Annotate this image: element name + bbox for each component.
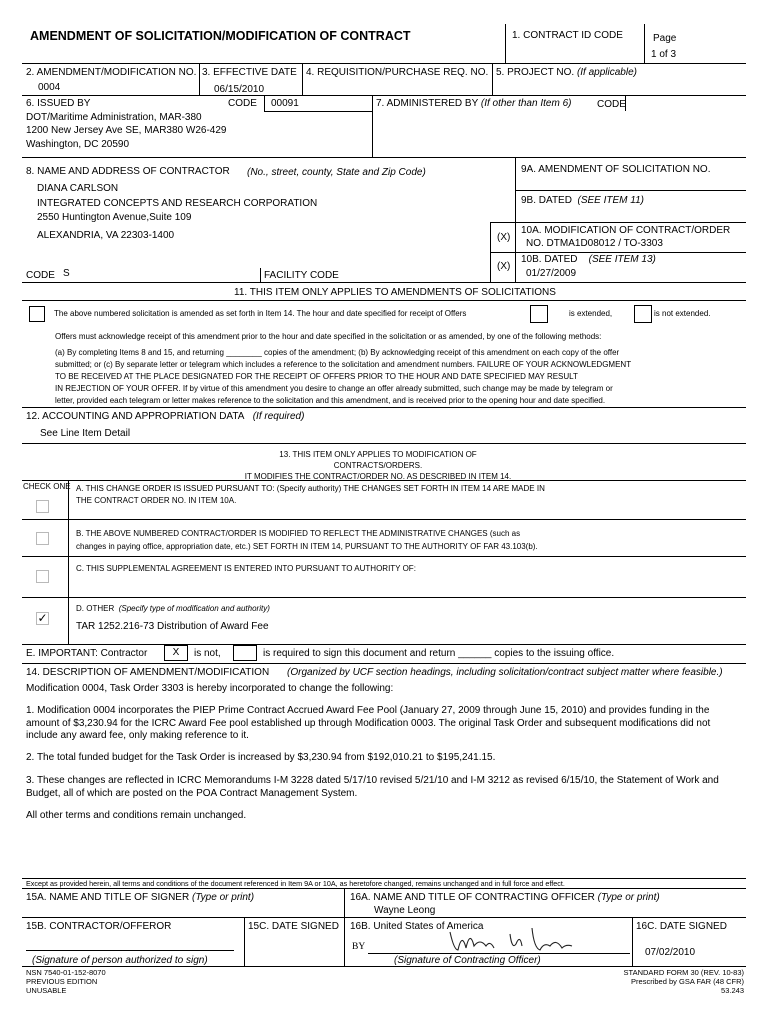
amendment-no-label: 2. AMENDMENT/MODIFICATION NO. [26,67,197,78]
item-16b-label: 16B. United States of America [350,921,484,932]
administered-by-label: 7. ADMINISTERED BY (If other than Item 6) [376,98,572,109]
item-13a-line-2: THE CONTRACT ORDER NO. IN ITEM 10A. [76,496,237,505]
item-14-paragraph-4: All other terms and conditions remain unchanged. [26,810,247,821]
item-14-label: 14. DESCRIPTION OF AMENDMENT/MODIFICATION [26,667,270,678]
item-13-heading-3: IT MODIFIES THE CONTRACT/ORDER NO. AS DESCRIBED IN ITEM 14. [244,472,512,481]
contractor-code-value: S [63,268,70,279]
signature-15-caption: (Signature of person authorized to sign) [32,955,208,966]
item-11-para-5: letter, provided each telegram or letter makes reference to the solicitation and this amendment, and is received prior to the opening hour and date specified. [55,396,606,405]
item-10a-value: NO. DTMA1D08012 / TO-3303 [526,238,663,249]
is-extended-checkbox[interactable] [530,305,548,323]
project-no-label: 5. PROJECT NO. (If applicable) [496,67,637,78]
item-10b-value: 01/27/2009 [526,268,577,279]
item-13a-checkbox[interactable] [36,500,49,513]
contractor-line-3: 2550 Huntington Avenue,Suite 109 [37,212,192,223]
solicitation-amended-checkbox[interactable] [29,306,45,322]
contracting-officer-signature [440,920,580,960]
is-extended-label: is extended, [569,309,613,318]
item-13d-value: TAR 1252.216-73 Distribution of Award Fee [76,621,269,632]
item-11-para-2: submitted; or (c) By separate letter or telegram which includes a reference to the solicitation and amendment numbers. FAILURE OF YOUR ACKNOWLEDGMENT [55,360,632,369]
item-16c-label: 16C. DATE SIGNED [636,921,727,932]
contractor-line-2: INTEGRATED CONCEPTS AND RESEARCH CORPORATION [37,198,318,209]
item-13b-checkbox[interactable] [36,532,49,545]
item-13d-label: D. OTHER (Specify type of modification and authority) [76,604,270,613]
admin-code-label: CODE [597,99,626,110]
is-required-label: is required to sign this document and return ______ copies to the issuing office. [263,648,615,659]
is-not-checkbox[interactable]: X [164,645,188,661]
item-13-heading-1: 13. THIS ITEM ONLY APPLIES TO MODIFICATION OF [279,450,477,459]
item-16a-value: Wayne Leong [374,905,436,916]
item-13a-line-1: A. THIS CHANGE ORDER IS ISSUED PURSUANT TO: (Specify authority) THE CHANGES SET FORTH IN ITEM 14 ARE MADE IN [76,484,545,493]
item-14-intro: Modification 0004, Task Order 3303 is hereby incorporated to change the following: [26,683,394,694]
is-not-extended-checkbox[interactable] [634,305,652,323]
item-14-paragraph-1: 1. Modification 0004 incorporates the PIEP Prime Contract Accrued Award Fee Pool (January 27, 2009 through June 15, 2010) and provides funding in the amount of $3,230.94 for the ICRC Award Fee pool established up through Modification 0003. The original Task Order and subsequent modifications did not include any award fee, only making reference to it. [26,705,711,741]
item-11-para-3: TO BE RECEIVED AT THE PLACE DESIGNATED FOR THE RECEIPT OF OFFERS PRIOR TO THE HOUR AND DATE SPECIFIED MAY RESULT [55,372,578,381]
item-14-note: (Organized by UCF section headings, including solicitation/contract subject matter where feasible.) [287,667,723,678]
issued-by-label: 6. ISSUED BY [26,98,91,109]
item-11-heading: 11. THIS ITEM ONLY APPLIES TO AMENDMENTS OF SOLICITATIONS [234,287,556,298]
item-14-paragraph-3: 3. These changes are reflected in ICRC Memorandums I-M 3228 dated 5/17/10 revised 5/21/10 and I-M 3212 as revised 6/15/10, the Statement of Work and Budget, all of which are posted on the POA Contract Management System. [26,775,719,799]
page-of: 1 of 3 [651,49,677,60]
item-9a-label: 9A. AMENDMENT OF SOLICITATION NO. [521,164,711,175]
is-not-label: is not, [194,648,221,659]
item-13b-line-2: changes in paying office, appropriation date, etc.) SET FORTH IN ITEM 14, PURSUANT TO THE AUTHORITY OF FAR 43.103(b). [76,542,538,551]
contractor-line-1: DIANA CARLSON [37,183,119,194]
is-required-checkbox[interactable] [233,645,257,661]
item-11-para-4: IN REJECTION OF YOUR OFFER. If by virtue of this amendment you desire to change an offer already submitted, such change may be made by telegram or [55,384,613,393]
issued-line-2: 1200 New Jersey Ave SE, MAR380 W26-429 [26,125,227,136]
contractor-city: ALEXANDRIA, VA 22303-1400 [37,230,175,241]
requisition-label: 4. REQUISITION/PURCHASE REQ. NO. [306,67,489,78]
issued-line-3: Washington, DC 20590 [26,139,130,150]
item-15b-label: 15B. CONTRACTOR/OFFEROR [26,921,172,932]
item-11-para-1: (a) By completing Items 8 and 15, and returning ________ copies of the amendment; (b) By acknowledging receipt of this amendment on each copy of the offer [55,348,620,357]
x-marker-10b: (X) [497,261,511,272]
important-label: E. IMPORTANT: Contractor [26,648,148,659]
x-marker-10a: (X) [497,232,511,243]
item-15c-label: 15C. DATE SIGNED [248,921,339,932]
item-16a-label: 16A. NAME AND TITLE OF CONTRACTING OFFICER (Type or print) [350,892,660,903]
item-12-label: 12. ACCOUNTING AND APPROPRIATION DATA (If required) [26,411,305,422]
effective-date-value: 06/15/2010 [214,84,265,95]
contractor-note: (No., street, county, State and Zip Code) [247,167,426,178]
item-15a-label: 15A. NAME AND TITLE OF SIGNER (Type or print) [26,892,255,903]
contract-id-label: 1. CONTRACT ID CODE [512,30,623,41]
form-title: AMENDMENT OF SOLICITATION/MODIFICATION OF CONTRACT [30,29,411,43]
facility-code-label: FACILITY CODE [264,270,339,281]
nsn-block: NSN 7540-01-152-8070 PREVIOUS EDITION UNUSABLE [26,968,106,995]
signature-16-caption: (Signature of Contracting Officer) [394,955,541,966]
issued-line-1: DOT/Maritime Administration, MAR-380 [26,112,202,123]
item-13-heading-2: CONTRACTS/ORDERS. [333,461,423,470]
contractor-code-label: CODE [26,270,55,281]
item-11-line-1: The above numbered solicitation is amended as set forth in Item 14. The hour and date specified for receipt of Offers [54,309,467,318]
except-note: Except as provided herein, all terms and conditions of the document referenced in Item 9A or 10A, as heretofore changed, remains unchanged and in full force and effect. [26,879,565,888]
by-label: BY [352,942,366,952]
item-13b-line-1: B. THE ABOVE NUMBERED CONTRACT/ORDER IS MODIFIED TO REFLECT THE ADMINISTRATIVE CHANGES (such as [76,529,521,538]
item-13c-checkbox[interactable] [36,570,49,583]
item-13c-line: C. THIS SUPPLEMENTAL AGREEMENT IS ENTERED INTO PURSUANT TO AUTHORITY OF: [76,564,416,573]
item-11-line-2: Offers must acknowledge receipt of this amendment prior to the hour and date specified in the solicitation or as amended, by one of the following methods: [55,332,602,341]
item-16c-value: 07/02/2010 [645,947,696,958]
issued-code-label: CODE [228,98,257,109]
item-14-paragraph-2: 2. The total funded budget for the Task Order is increased by $3,230.94 from $192,010.21 to $195,241.15. [26,752,496,763]
is-not-extended-label: is not extended. [654,309,711,318]
item-10b-label: 10B. DATED (SEE ITEM 13) [521,254,656,265]
issued-code-value: 00091 [271,98,299,109]
standard-form-block: STANDARD FORM 30 (REV. 10-83) Prescribed by GSA FAR (48 CFR) 53.243 [623,968,744,995]
item-13d-checkbox[interactable]: ✓ [37,611,48,625]
page-label: Page [653,33,677,44]
effective-date-label: 3. EFFECTIVE DATE [202,67,297,78]
item-10a-label: 10A. MODIFICATION OF CONTRACT/ORDER [521,225,731,236]
item-9b-label: 9B. DATED (SEE ITEM 11) [521,195,644,206]
check-one-label: CHECK ONE [23,482,71,491]
item-12-value: See Line Item Detail [40,428,131,439]
contractor-label: 8. NAME AND ADDRESS OF CONTRACTOR [26,166,230,177]
amendment-no-value: 0004 [38,82,61,93]
